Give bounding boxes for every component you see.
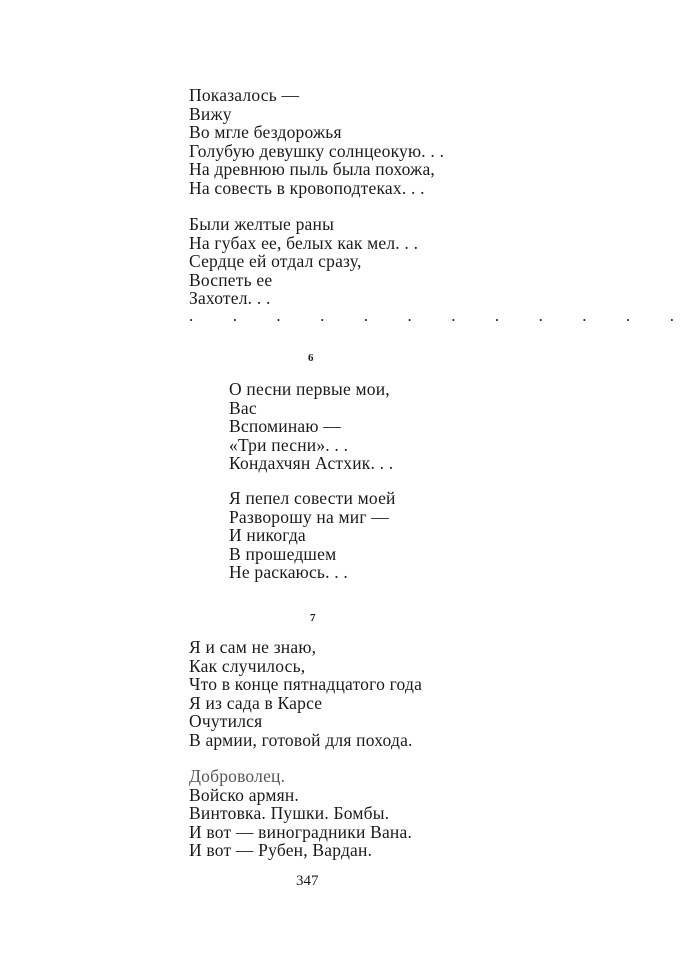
stanza-4 bbox=[229, 489, 396, 582]
verse-line: Голубую девушку солнцеокую. . . bbox=[189, 140, 445, 161]
verse-line: О песни первые мои, bbox=[229, 379, 390, 399]
verse-line: Я и сам не знаю, bbox=[189, 637, 317, 657]
verse-line: Доброволец. bbox=[189, 766, 286, 786]
verse-line: Сердце ей отдал сразу, bbox=[189, 251, 362, 272]
verse-line: В прошедшем bbox=[229, 543, 337, 564]
verse-line: Я из сада в Карсе bbox=[189, 692, 323, 713]
verse-line: Я пепел совести моей bbox=[229, 488, 396, 508]
verse-line: И вот — виноградники Вана. bbox=[189, 821, 413, 842]
ellipsis-separator: . . . . . . . . . . . . bbox=[189, 306, 692, 325]
verse-line: В армии, готовой для похода. bbox=[189, 729, 413, 750]
verse-line: Захотел. . . bbox=[189, 288, 271, 309]
verse-line: Как случилось, bbox=[189, 655, 306, 676]
verse-line: Разворошу на миг — bbox=[229, 506, 390, 527]
verse-line: И никогда bbox=[229, 525, 306, 546]
page-number: 347 bbox=[296, 873, 319, 889]
verse-line: Винтовка. Пушки. Бомбы. bbox=[189, 803, 390, 824]
verse-line: Были желтые раны bbox=[189, 214, 335, 234]
verse-line: Вижу bbox=[189, 103, 232, 124]
stanza-2 bbox=[189, 215, 418, 308]
verse-line: «Три песни». . . bbox=[229, 434, 349, 455]
verse-line: Показалось — bbox=[189, 85, 300, 105]
verse-line: Вас bbox=[229, 397, 257, 418]
section-number-6: 6 bbox=[308, 352, 314, 364]
verse-line: Войско армян. bbox=[189, 784, 300, 805]
section-number-7: 7 bbox=[310, 612, 316, 624]
verse-line: Во мгле бездорожья bbox=[189, 122, 342, 143]
verse-line: Кондахчян Астхик. . . bbox=[229, 453, 394, 474]
stanza-5 bbox=[189, 638, 422, 750]
verse-line: На губах ее, белых как мел. . . bbox=[189, 232, 419, 253]
verse-line: И вот — Рубен, Вардан. bbox=[189, 840, 373, 861]
verse-line: Очутился bbox=[189, 711, 263, 732]
verse-line: Что в конце пятнадцатого года bbox=[189, 674, 423, 695]
verse-line: Воспеть ее bbox=[189, 269, 273, 290]
verse-line: Не раскаюсь. . . bbox=[229, 562, 348, 583]
verse-line: Вспоминаю — bbox=[229, 416, 341, 437]
stanza-6 bbox=[189, 767, 412, 860]
verse-line: На древнюю пыль была похожа, bbox=[189, 159, 436, 180]
verse-line: На совесть в кровоподтеках. . . bbox=[189, 177, 425, 198]
stanza-3 bbox=[229, 380, 393, 473]
stanza-1 bbox=[189, 86, 444, 198]
